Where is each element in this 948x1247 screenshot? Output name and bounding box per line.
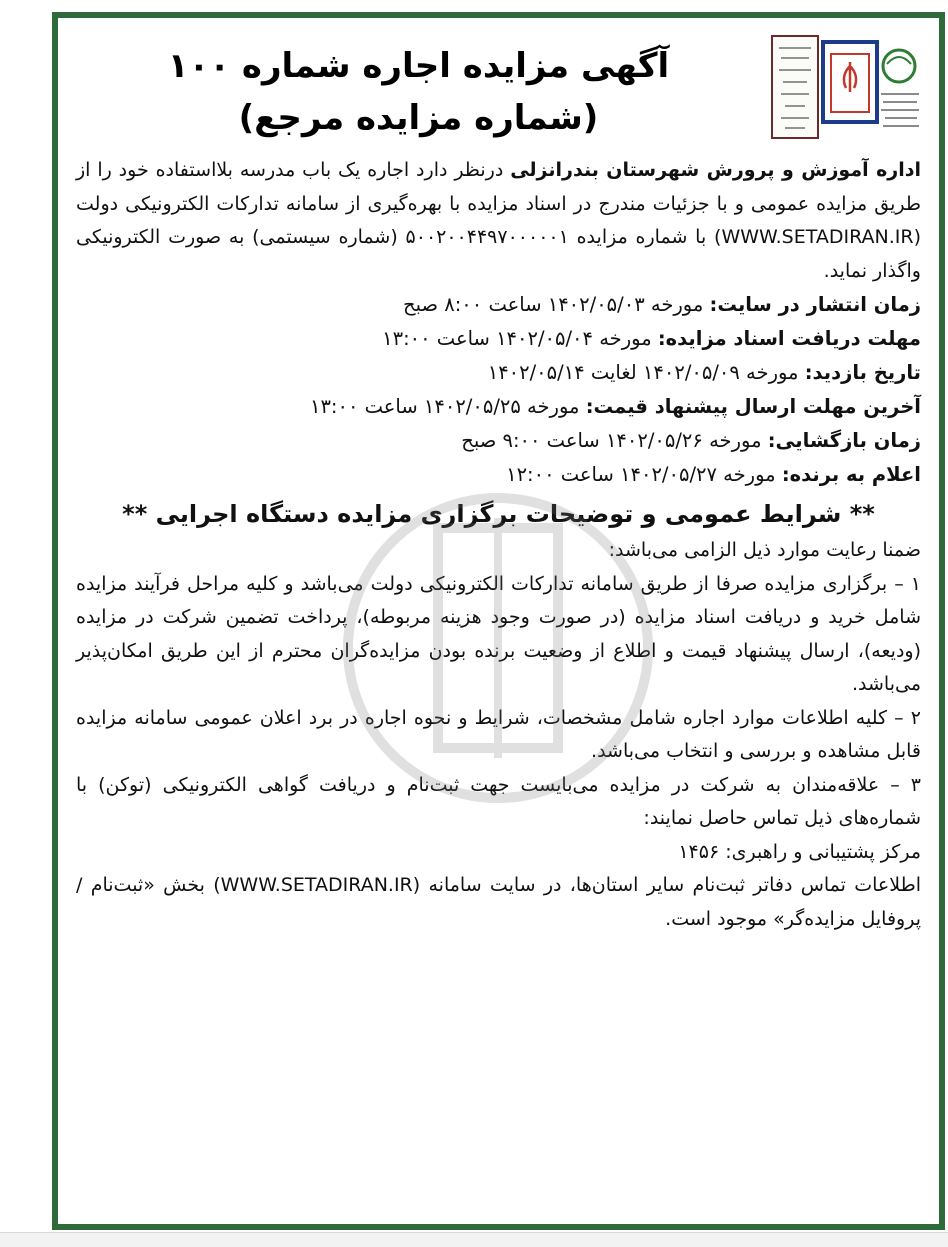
- notice-frame: [52, 12, 945, 1230]
- schedule-row-winner: اعلام به برنده: مورخه ۱۴۰۲/۰۵/۲۷ ساعت ۱۲:۰۰: [506, 463, 921, 486]
- title-line-2: (شماره مزایده مرجع): [238, 98, 599, 138]
- schedule-row-publish: زمان انتشار در سایت: مورخه ۱۴۰۲/۰۵/۰۳ ساعت ۸:۰۰ صبح: [403, 293, 921, 316]
- schedule-row-visit: تاریخ بازدید: مورخه ۱۴۰۲/۰۵/۰۹ لغایت ۱۴۰۲/۰۵/۱۴: [487, 361, 921, 384]
- schedule-list: [76, 288, 921, 492]
- schedule-row-deadline: آخرین مهلت ارسال پیشنهاد قیمت: مورخه ۱۴۰۲/۰۵/۲۵ ساعت ۱۳:۰۰: [309, 395, 921, 418]
- condition-item-2: ۲ – کلیه اطلاعات موارد اجاره شامل مشخصات، شرایط و نحوه اجاره در برد اعلان عمومی سامانه مزایده قابل مشاهده و بررسی و انتخاب می‌باشد.: [76, 706, 921, 762]
- intro-text: درنظر دارد اجاره یک باب مدرسه بلااستفاده خود را از طریق مزایده عمومی و با جزئیات مندرج در اسناد مزایده با بهره‌گیری از سامانه تدارکات الکترونیکی دولت (WWW.SETADIRAN.IR) با شماره مزایده ۵۰۰۲۰۰۴۴۹۷۰۰۰۰۰۱ (شماره سیستمی) به صورت الکترونیکی واگذار نماید.: [76, 159, 921, 282]
- conditions-title: ** شرایط عمومی و توضیحات برگزاری مزایده دستگاه اجرایی **: [122, 500, 875, 528]
- notice-header: [76, 32, 921, 154]
- title-line-1: آگهی مزایده اجاره شماره ۱۰۰: [167, 46, 670, 86]
- notice-title: [76, 40, 761, 144]
- support-center: مرکز پشتیبانی و راهبری: ۱۴۵۶: [678, 840, 921, 863]
- closing-note: اطلاعات تماس دفاتر ثبت‌نام سایر استان‌ها، در سایت سامانه (WWW.SETADIRAN.IR) بخش «ثبت‌نام / پروفایل مزایده‌گر» موجود است.: [76, 874, 921, 930]
- intro-paragraph: [76, 154, 921, 288]
- conditions-intro: ضمنا رعایت موارد ذیل الزامی می‌باشد:: [608, 539, 921, 561]
- condition-item-3: ۳ – علاقه‌مندان به شرکت در مزایده می‌بایست جهت ثبت‌نام و دریافت گواهی الکترونیکی (توکن) با شماره‌های ذیل تماس حاصل نمایند:: [76, 773, 921, 829]
- bottom-strip: [0, 1232, 948, 1247]
- notice-content: [76, 32, 921, 1214]
- schedule-row-opening: زمان بازگشایی: مورخه ۱۴۰۲/۰۵/۲۶ ساعت ۹:۰۰ صبح: [461, 429, 921, 452]
- organization-name: اداره آموزش و پرورش شهرستان بندرانزلی: [510, 159, 921, 181]
- condition-item-1: ۱ – برگزاری مزایده صرفا از طریق سامانه تدارکات الکترونیکی دولت می‌باشد و کلیه مراحل فرآیند مزایده شامل خرید و دریافت اسناد مزایده (در صورت وجود هزینه مربوطه)، پرداخت تضمین شرکت در مزایده (ودیعه)، ارسال پیشنهاد قیمت و اطلاع از وضعیت برنده بودن مزایده‌گران محترم از این طریق امکان‌پذیر می‌باشد.: [76, 572, 921, 695]
- ministry-emblem-icon: [771, 32, 921, 142]
- schedule-row-documents: مهلت دریافت اسناد مزایده: مورخه ۱۴۰۲/۰۵/۰۴ ساعت ۱۳:۰۰: [382, 327, 921, 350]
